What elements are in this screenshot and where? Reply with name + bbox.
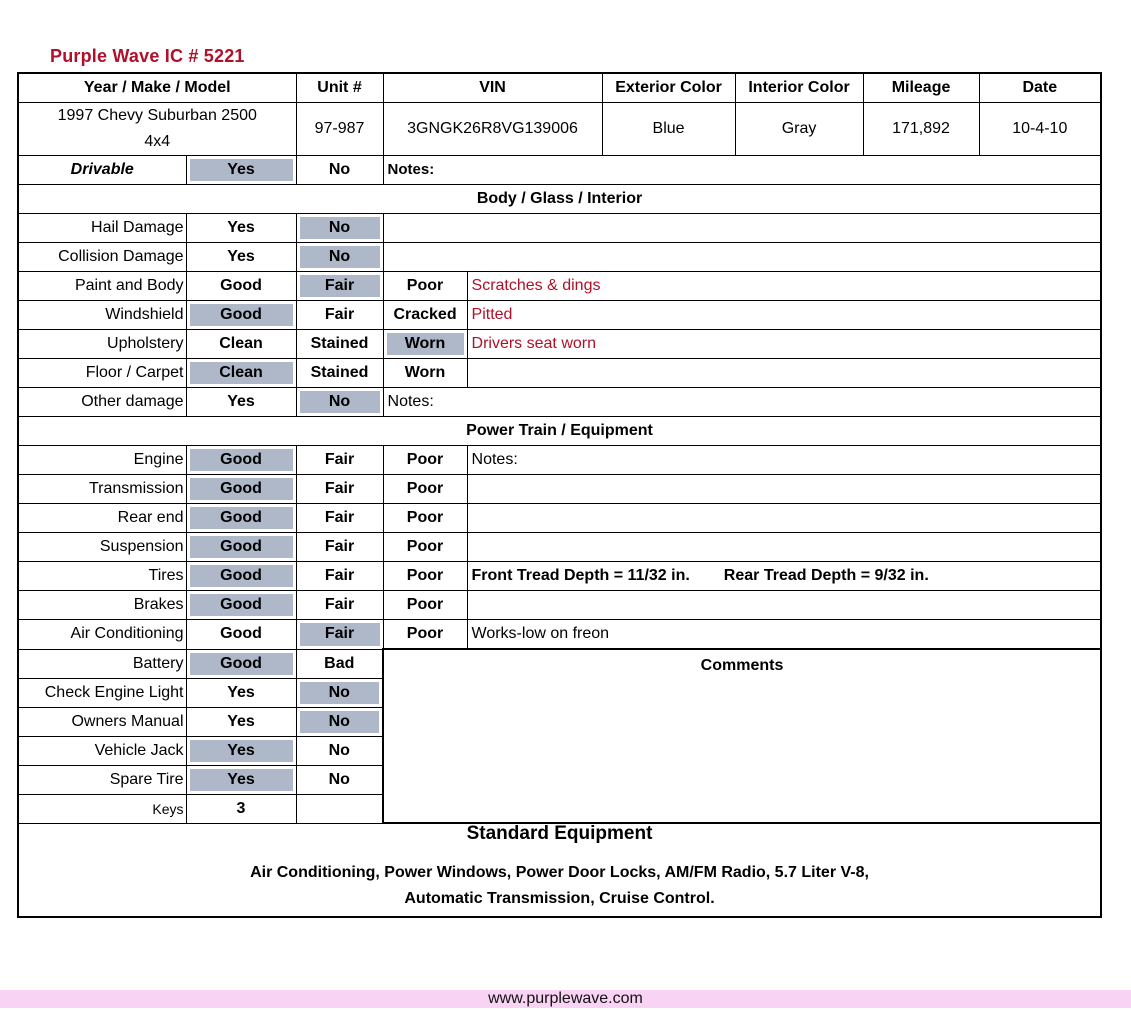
vehicle-interior-color: Gray — [735, 103, 863, 156]
row-label-windshield: Windshield — [18, 301, 186, 330]
row-label-air-conditioning: Air Conditioning — [18, 620, 186, 650]
row-label-other-damage: Other damage — [18, 388, 186, 417]
option-hail-damage-1: Yes — [186, 214, 296, 243]
report-title: Purple Wave IC # 5221 — [50, 46, 245, 66]
vehicle-unit: 97-987 — [296, 103, 383, 156]
option-floor-carpet-2: Stained — [296, 359, 383, 388]
option-paint-and-body-3: Poor — [383, 272, 467, 301]
option-air-conditioning-3: Poor — [383, 620, 467, 650]
option-floor-carpet-3: Worn — [383, 359, 467, 388]
row-label-vehicle-jack: Vehicle Jack — [18, 736, 186, 765]
option-keys-1: 3 — [186, 794, 296, 823]
option-owners-manual-2: No — [296, 707, 383, 736]
standard-equipment-line2: Automatic Transmission, Cruise Control. — [404, 890, 715, 907]
row-label-paint-and-body: Paint and Body — [18, 272, 186, 301]
option-windshield-1: Good — [186, 301, 296, 330]
option-upholstery-3: Worn — [383, 330, 467, 359]
option-floor-carpet-1: Clean — [186, 359, 296, 388]
drivable-notes: Notes: — [383, 156, 1101, 185]
body-row-floor-carpet — [18, 359, 1101, 388]
note-engine: Notes: — [467, 446, 1101, 475]
note-collision-damage — [383, 243, 1101, 272]
footer-url[interactable]: www.purplewave.com — [488, 990, 643, 1007]
standard-equipment-heading: Standard Equipment — [18, 823, 1101, 852]
option-transmission-3: Poor — [383, 475, 467, 504]
vehicle-exterior-color: Blue — [602, 103, 735, 156]
option-brakes-1: Good — [186, 591, 296, 620]
condition-report-table — [17, 72, 1102, 918]
standard-equipment-body-row — [18, 852, 1101, 917]
comments-box: Comments — [383, 649, 1101, 823]
note-rear-end — [467, 504, 1101, 533]
power-section-heading: Power Train / Equipment — [18, 417, 1101, 446]
option-rear-end-2: Fair — [296, 504, 383, 533]
option-keys-2 — [296, 794, 383, 823]
option-vehicle-jack-2: No — [296, 736, 383, 765]
note-air-conditioning: Works-low on freon — [467, 620, 1101, 650]
drivable-no: No — [296, 156, 383, 185]
option-air-conditioning-2: Fair — [296, 620, 383, 650]
vehicle-info-row — [18, 103, 1101, 156]
option-other-damage-2: No — [296, 388, 383, 417]
note-windshield: Pitted — [467, 301, 1101, 330]
header-date: Date — [979, 73, 1101, 103]
vehicle-year-make-model — [18, 103, 296, 156]
option-check-engine-light-2: No — [296, 678, 383, 707]
option-suspension-1: Good — [186, 533, 296, 562]
option-engine-1: Good — [186, 446, 296, 475]
option-windshield-3: Cracked — [383, 301, 467, 330]
note-tires — [467, 562, 1101, 591]
power-row-tires — [18, 562, 1101, 591]
option-hail-damage-2: No — [296, 214, 383, 243]
equipment-row-battery — [18, 649, 1101, 678]
option-suspension-3: Poor — [383, 533, 467, 562]
body-row-paint-and-body — [18, 272, 1101, 301]
option-paint-and-body-1: Good — [186, 272, 296, 301]
power-row-engine — [18, 446, 1101, 475]
option-transmission-2: Fair — [296, 475, 383, 504]
body-section-heading-row — [18, 185, 1101, 214]
header-vin: VIN — [383, 73, 602, 103]
option-owners-manual-1: Yes — [186, 707, 296, 736]
option-upholstery-1: Clean — [186, 330, 296, 359]
body-row-upholstery — [18, 330, 1101, 359]
option-spare-tire-1: Yes — [186, 765, 296, 794]
option-engine-2: Fair — [296, 446, 383, 475]
row-label-battery: Battery — [18, 649, 186, 678]
row-label-brakes: Brakes — [18, 591, 186, 620]
option-windshield-2: Fair — [296, 301, 383, 330]
note-floor-carpet — [467, 359, 1101, 388]
drivable-row — [18, 156, 1101, 185]
standard-equipment-heading-row — [18, 823, 1101, 852]
option-battery-1: Good — [186, 649, 296, 678]
body-row-hail-damage — [18, 214, 1101, 243]
row-label-transmission: Transmission — [18, 475, 186, 504]
option-upholstery-2: Stained — [296, 330, 383, 359]
option-paint-and-body-2: Fair — [296, 272, 383, 301]
vehicle-mileage: 171,892 — [863, 103, 979, 156]
option-battery-2: Bad — [296, 649, 383, 678]
header-mileage: Mileage — [863, 73, 979, 103]
option-tires-1: Good — [186, 562, 296, 591]
vehicle-date: 10-4-10 — [979, 103, 1101, 156]
header-unit: Unit # — [296, 73, 383, 103]
header-interior-color: Interior Color — [735, 73, 863, 103]
drivable-label: Drivable — [18, 156, 186, 185]
option-brakes-3: Poor — [383, 591, 467, 620]
footer-bar — [0, 990, 1131, 1008]
header-year-make-model: Year / Make / Model — [18, 73, 296, 103]
row-label-hail-damage: Hail Damage — [18, 214, 186, 243]
front-tread-depth: Front Tread Depth = 11/32 in. — [471, 567, 690, 584]
row-label-owners-manual: Owners Manual — [18, 707, 186, 736]
power-rows — [18, 446, 1101, 650]
power-row-rear-end — [18, 504, 1101, 533]
note-brakes — [467, 591, 1101, 620]
row-label-keys: Keys — [18, 794, 186, 823]
option-collision-damage-2: No — [296, 243, 383, 272]
power-row-suspension — [18, 533, 1101, 562]
row-label-spare-tire: Spare Tire — [18, 765, 186, 794]
option-check-engine-light-1: Yes — [186, 678, 296, 707]
option-vehicle-jack-1: Yes — [186, 736, 296, 765]
option-engine-3: Poor — [383, 446, 467, 475]
equipment-rows — [18, 649, 1101, 823]
body-section-heading: Body / Glass / Interior — [18, 185, 1101, 214]
option-suspension-2: Fair — [296, 533, 383, 562]
note-transmission — [467, 475, 1101, 504]
row-label-engine: Engine — [18, 446, 186, 475]
note-suspension — [467, 533, 1101, 562]
option-brakes-2: Fair — [296, 591, 383, 620]
option-spare-tire-2: No — [296, 765, 383, 794]
body-row-windshield — [18, 301, 1101, 330]
option-rear-end-1: Good — [186, 504, 296, 533]
row-label-rear-end: Rear end — [18, 504, 186, 533]
option-other-damage-1: Yes — [186, 388, 296, 417]
option-collision-damage-1: Yes — [186, 243, 296, 272]
row-label-suspension: Suspension — [18, 533, 186, 562]
option-tires-2: Fair — [296, 562, 383, 591]
option-tires-3: Poor — [383, 562, 467, 591]
standard-equipment-line1: Air Conditioning, Power Windows, Power Door Locks, AM/FM Radio, 5.7 Liter V-8, — [250, 864, 869, 881]
note-hail-damage — [383, 214, 1101, 243]
row-label-check-engine-light: Check Engine Light — [18, 678, 186, 707]
option-transmission-1: Good — [186, 475, 296, 504]
vehicle-ymm-line2: 4x4 — [144, 133, 171, 150]
row-label-collision-damage: Collision Damage — [18, 243, 186, 272]
vehicle-ymm-line1: 1997 Chevy Suburban 2500 — [57, 107, 257, 124]
header-exterior-color: Exterior Color — [602, 73, 735, 103]
drivable-yes: Yes — [186, 156, 296, 185]
power-row-air-conditioning — [18, 620, 1101, 650]
header-row — [18, 73, 1101, 103]
body-row-other-damage — [18, 388, 1101, 417]
body-rows — [18, 214, 1101, 417]
note-paint-and-body: Scratches & dings — [467, 272, 1101, 301]
note-other-damage: Notes: — [383, 388, 1101, 417]
power-row-transmission — [18, 475, 1101, 504]
rear-tread-depth: Rear Tread Depth = 9/32 in. — [723, 567, 929, 584]
row-label-tires: Tires — [18, 562, 186, 591]
option-air-conditioning-1: Good — [186, 620, 296, 650]
power-row-brakes — [18, 591, 1101, 620]
row-label-upholstery: Upholstery — [18, 330, 186, 359]
body-row-collision-damage — [18, 243, 1101, 272]
note-upholstery: Drivers seat worn — [467, 330, 1101, 359]
row-label-floor-carpet: Floor / Carpet — [18, 359, 186, 388]
power-section-heading-row — [18, 417, 1101, 446]
standard-equipment-list — [18, 852, 1101, 917]
option-rear-end-3: Poor — [383, 504, 467, 533]
vehicle-vin: 3GNGK26R8VG139006 — [383, 103, 602, 156]
